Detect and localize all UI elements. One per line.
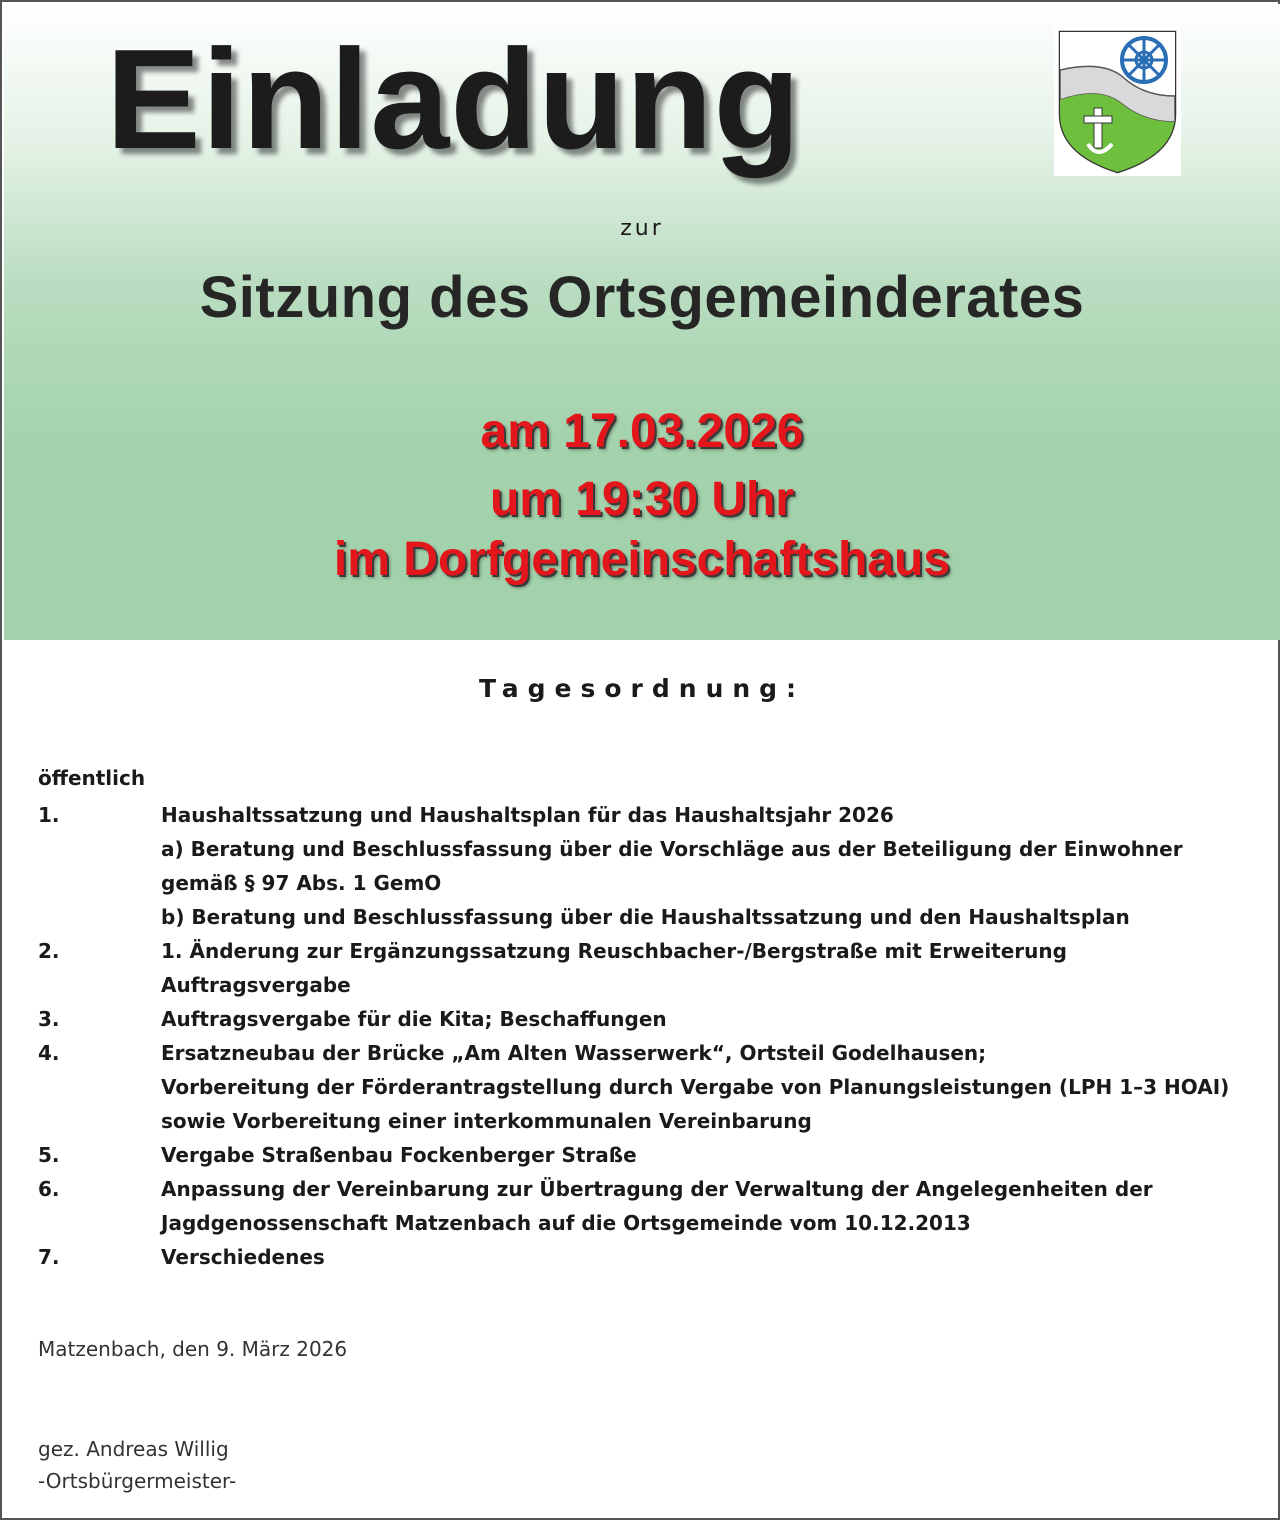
agenda-item-line: gemäß § 97 Abs. 1 GemO — [161, 871, 442, 895]
signature-role: -Ortsbürgermeister- — [38, 1469, 237, 1493]
agenda-item-number: 7. — [38, 1245, 60, 1269]
agenda-item-number: 1. — [38, 803, 60, 827]
agenda-item-line: Jagdgenossenschaft Matzenbach auf die Ortsgemeinde vom 10.12.2013 — [161, 1211, 971, 1235]
event-place: im Dorfgemeinschaftshaus — [333, 533, 951, 586]
agenda-item-line: Anpassung der Vereinbarung zur Übertragung der Verwaltung der Angelegenheiten der — [161, 1177, 1153, 1201]
coat-of-arms-icon — [1054, 26, 1181, 176]
agenda-item — [38, 934, 1258, 1002]
agenda-list — [38, 798, 1258, 1274]
meeting-title: Sitzung des Ortsgemeinderates — [199, 265, 1085, 330]
agenda-item-line: Vergabe Straßenbau Fockenberger Straße — [161, 1143, 637, 1167]
invitation-title: Einladung — [106, 20, 802, 179]
agenda-item — [38, 1036, 1258, 1138]
zur-label: zur — [620, 216, 664, 241]
agenda-item — [38, 1172, 1258, 1240]
agenda-item-line: Auftragsvergabe — [161, 973, 351, 997]
agenda-item-number: 3. — [38, 1007, 60, 1031]
agenda-item-number: 2. — [38, 939, 60, 963]
agenda-item — [38, 798, 1258, 934]
agenda-item-line: 1. Änderung zur Ergänzungssatzung Reuschbacher-/Bergstraße mit Erweiterung — [161, 939, 1067, 963]
agenda-item-line: Verschiedenes — [161, 1245, 325, 1269]
agenda-item-line: Auftragsvergabe für die Kita; Beschaffungen — [161, 1007, 667, 1031]
place-and-date: Matzenbach, den 9. März 2026 — [38, 1337, 348, 1361]
agenda-item-line: a) Beratung und Beschlussfassung über die Vorschläge aus der Beteiligung der Einwohner — [161, 837, 1183, 861]
agenda-item-number: 6. — [38, 1177, 60, 1201]
signature-name: gez. Andreas Willig — [38, 1437, 229, 1461]
agenda-item-line: Haushaltssatzung und Haushaltsplan für das Haushaltsjahr 2026 — [161, 803, 894, 827]
agenda-item-line: Ersatzneubau der Brücke „Am Alten Wasserwerk“, Ortsteil Godelhausen; — [161, 1041, 987, 1065]
agenda-item — [38, 1138, 1258, 1172]
event-time: um 19:30 Uhr — [489, 473, 795, 526]
agenda-item-line: sowie Vorbereitung einer interkommunalen Vereinbarung — [161, 1109, 812, 1133]
section-label-public: öffentlich — [38, 766, 146, 790]
agenda-item — [38, 1240, 1258, 1274]
agenda-item-line: Vorbereitung der Förderantragstellung durch Vergabe von Planungsleistungen (LPH 1–3 HOAI) — [161, 1075, 1230, 1099]
agenda-item-line: b) Beratung und Beschlussfassung über die Haushaltssatzung und den Haushaltsplan — [161, 905, 1130, 929]
agenda-item-number: 5. — [38, 1143, 60, 1167]
agenda-heading: Tagesordnung: — [478, 674, 806, 703]
event-date: am 17.03.2026 — [480, 405, 804, 458]
agenda-item-number: 4. — [38, 1041, 60, 1065]
agenda-item — [38, 1002, 1258, 1036]
